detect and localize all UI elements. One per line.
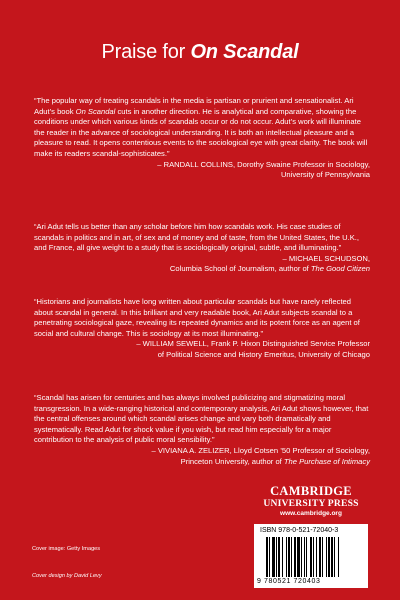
barcode-stripe	[282, 537, 283, 577]
barcode-stripe	[319, 537, 321, 577]
barcode-stripe	[331, 537, 333, 577]
barcode-digits: 9 780521 720403	[257, 578, 321, 585]
barcode-stripe	[278, 537, 280, 577]
cover-image-credit: Cover image: Getty Images	[32, 546, 101, 552]
barcode-stripe	[306, 537, 307, 577]
quote-attribution-affiliation: of Political Science and History Emeritus, University of Chicago	[157, 349, 370, 359]
publisher-url: www.cambridge.org	[280, 510, 342, 517]
barcode-stripe	[310, 537, 312, 577]
quote-attribution: – RANDALL COLLINS, Dorothy Swaine Professor in Sociology,	[157, 159, 370, 169]
barcode-stripe	[338, 537, 339, 577]
barcode-stripe	[334, 537, 335, 577]
praise-quote	[34, 96, 370, 181]
quote-attribution: – VIVIANA A. ZELIZER, Lloyd Cotsen ’50 Professor of Sociology,	[151, 445, 370, 455]
book-title: On Scandal	[190, 41, 299, 63]
barcode-stripe	[301, 537, 302, 577]
quote-attribution: – MICHAEL SCHUDSON,	[282, 253, 370, 263]
barcode-stripe	[291, 537, 292, 577]
page-title	[0, 40, 400, 64]
barcode-stripe	[297, 537, 300, 577]
barcode-stripe	[286, 537, 287, 577]
publisher-name: CAMBRIDGE	[270, 484, 352, 498]
quote-text: “Historians and journalists have long written about particular scandals but have rarely reflected about scandal in general. In this brilliant and very readable book, Ari Adut subjects scandal to a penetrating sociological gaze, revealing its repeated dynamics and its potent force as an agent of social and cultural change. This is sociology at its most illuminating.”	[34, 297, 360, 338]
praise-quote	[34, 393, 370, 467]
quote-attribution-affiliation: University of Pennsylvania	[280, 170, 370, 180]
barcode-stripe	[294, 537, 296, 577]
isbn-label: ISBN 978-0-521-72040-3	[260, 527, 339, 534]
quote-attribution-affiliation: Columbia School of Journalism, author of The Good Citizen	[169, 264, 370, 274]
barcode-bars	[266, 537, 358, 577]
barcode-stripe	[313, 537, 314, 577]
publisher-subtitle: UNIVERSITY PRESS	[263, 498, 359, 509]
praise-quote	[34, 297, 370, 361]
barcode	[254, 524, 368, 588]
barcode-stripe	[266, 537, 268, 577]
quote-attribution-affiliation: Princeton University, author of The Purchase of Intimacy	[180, 456, 370, 466]
heading-prefix: Praise for	[101, 41, 191, 63]
barcode-stripe	[269, 537, 270, 577]
quote-attribution: – WILLIAM SEWELL, Frank P. Hixon Distinguished Service Professor	[136, 339, 370, 349]
quote-text: “Scandal has arisen for centuries and has always involved publicizing and stigmatizing moral transgression. In a wide-ranging historical and contemporary analysis, Ari Adut shows however, that the central offenses around which scandal arises change and vary both dramatically and systematically. Read Adut for shock value if you wish, but read him especially for a major contribution to the analysis of public moral sensibility.”	[34, 393, 369, 445]
barcode-stripe	[328, 537, 330, 577]
quote-text: “The popular way of treating scandals in the media is partisan or prurient and sensationalist. Ari Adut’s book On Scandal cuts in another direction. He is analytical and comparative, showing the conditions under which various kinds of scandals occur or do not occur. Adut’s work will illuminate the reader in the advance of sociological understanding. It is both an intellectual pleasure and a pleasure to read. It opens contentious events to the sociological eye with great clarity. The book will make its readers scandal-sophisticates.”	[34, 96, 368, 158]
publisher-logo	[256, 485, 366, 518]
barcode-stripe	[316, 537, 317, 577]
barcode-stripe	[304, 537, 305, 577]
barcode-stripe	[272, 537, 275, 577]
quote-text: “Ari Adut tells us better than any scholar before him how scandals work. His case studies of scandals in politics and in art, of sex and of money and of taste, from the United States, the U.K., and France, all give weight to a study that is sociologically original, subtle, and illuminating.”	[34, 222, 360, 253]
barcode-stripe	[288, 537, 290, 577]
cover-design-credit: Cover design by David Levy	[32, 573, 102, 579]
barcode-stripe	[322, 537, 323, 577]
barcode-stripe	[276, 537, 277, 577]
praise-quote	[34, 222, 370, 275]
barcode-stripe	[326, 537, 327, 577]
